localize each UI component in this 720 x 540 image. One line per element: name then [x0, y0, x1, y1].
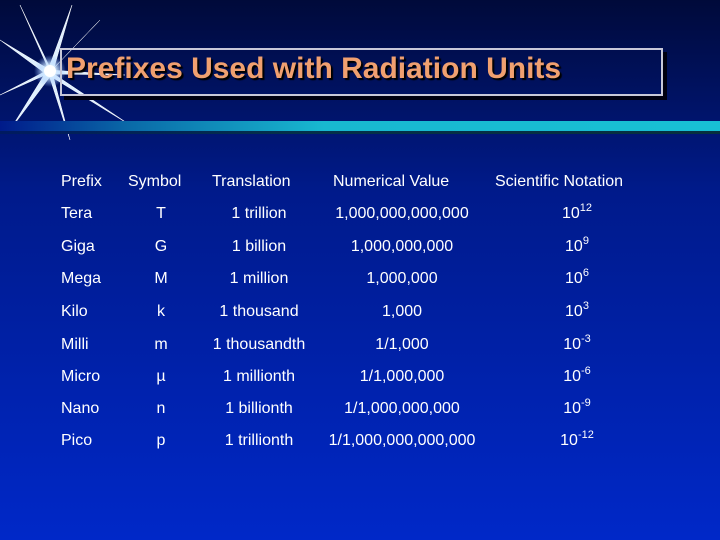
sci-exponent: 9: [582, 235, 589, 247]
header-translation: Translation: [212, 173, 291, 190]
table-row: [61, 365, 681, 392]
scientific-cell: [491, 365, 663, 386]
translation-cell: 1 trillion: [231, 205, 287, 222]
sci-base: 10: [563, 400, 581, 417]
scientific-cell: [491, 397, 663, 418]
numerical-cell: 1,000: [381, 303, 423, 320]
table-row: [61, 202, 681, 229]
symbol-cell: M: [154, 270, 168, 287]
symbol-cell: T: [156, 205, 166, 222]
table-row: [61, 397, 681, 424]
table-row: [61, 333, 681, 360]
sci-exponent: -3: [581, 333, 591, 345]
sci-exponent: 6: [582, 267, 589, 279]
prefix-cell: Nano: [61, 400, 100, 417]
symbol-cell: G: [154, 238, 168, 255]
sci-exponent: -9: [581, 397, 591, 409]
scientific-cell: [491, 429, 663, 450]
translation-cell: 1 million: [229, 270, 289, 287]
accent-rule-shadow: [0, 131, 720, 134]
prefix-cell: Tera: [61, 205, 93, 222]
translation-cell: 1 trillionth: [224, 432, 294, 449]
table-row: [61, 300, 681, 327]
header-symbol: Symbol: [128, 173, 182, 190]
header-prefix: Prefix: [61, 173, 102, 190]
numerical-cell: 1/1,000,000: [359, 368, 445, 385]
sci-base: 10: [563, 336, 581, 353]
scientific-cell: [491, 333, 663, 354]
header-scientific-notation: Scientific Notation: [495, 173, 624, 190]
scientific-cell: [491, 235, 663, 256]
sci-exponent: 12: [579, 202, 593, 214]
symbol-cell: n: [156, 400, 166, 417]
sci-base: 10: [565, 270, 583, 287]
translation-cell: 1 thousand: [219, 303, 299, 320]
sci-exponent: -12: [577, 429, 594, 441]
numerical-cell: 1/1,000,000,000: [344, 400, 460, 417]
sci-base: 10: [561, 205, 580, 222]
symbol-cell: p: [156, 432, 166, 449]
table-row: [61, 235, 681, 262]
scientific-cell: [491, 267, 663, 288]
translation-cell: 1 thousandth: [212, 336, 306, 353]
symbol-cell: k: [157, 303, 165, 320]
symbol-cell: m: [154, 336, 168, 353]
scientific-cell: [491, 202, 663, 223]
table-header-row: [61, 173, 681, 197]
numerical-cell: 1,000,000,000,000: [335, 205, 469, 222]
prefix-cell: Milli: [61, 336, 89, 353]
accent-rule: [0, 121, 720, 131]
prefix-cell: Pico: [61, 432, 93, 449]
prefix-cell: Micro: [61, 368, 101, 385]
prefix-cell: Mega: [61, 270, 102, 287]
numerical-cell: 1,000,000,000: [350, 238, 454, 255]
table-row: [61, 429, 681, 456]
translation-cell: 1 millionth: [222, 368, 296, 385]
numerical-cell: 1/1,000,000,000,000: [328, 432, 476, 449]
translation-cell: 1 billion: [231, 238, 287, 255]
translation-cell: 1 billionth: [225, 400, 293, 417]
sci-base: 10: [565, 238, 583, 255]
slide-title: Prefixes Used with Radiation Units: [66, 52, 562, 85]
numerical-cell: 1/1,000: [375, 336, 429, 353]
sci-exponent: -6: [581, 365, 591, 377]
prefix-cell: Giga: [61, 238, 95, 255]
symbol-cell: µ: [156, 368, 166, 385]
sci-exponent: 3: [582, 300, 589, 312]
header-numerical-value: Numerical Value: [333, 173, 450, 190]
sci-base: 10: [565, 303, 583, 320]
numerical-cell: 1,000,000: [366, 270, 438, 287]
sci-base: 10: [563, 368, 581, 385]
table-row: [61, 267, 681, 294]
sci-base: 10: [560, 432, 578, 449]
scientific-cell: [491, 300, 663, 321]
prefix-cell: Kilo: [61, 303, 88, 320]
